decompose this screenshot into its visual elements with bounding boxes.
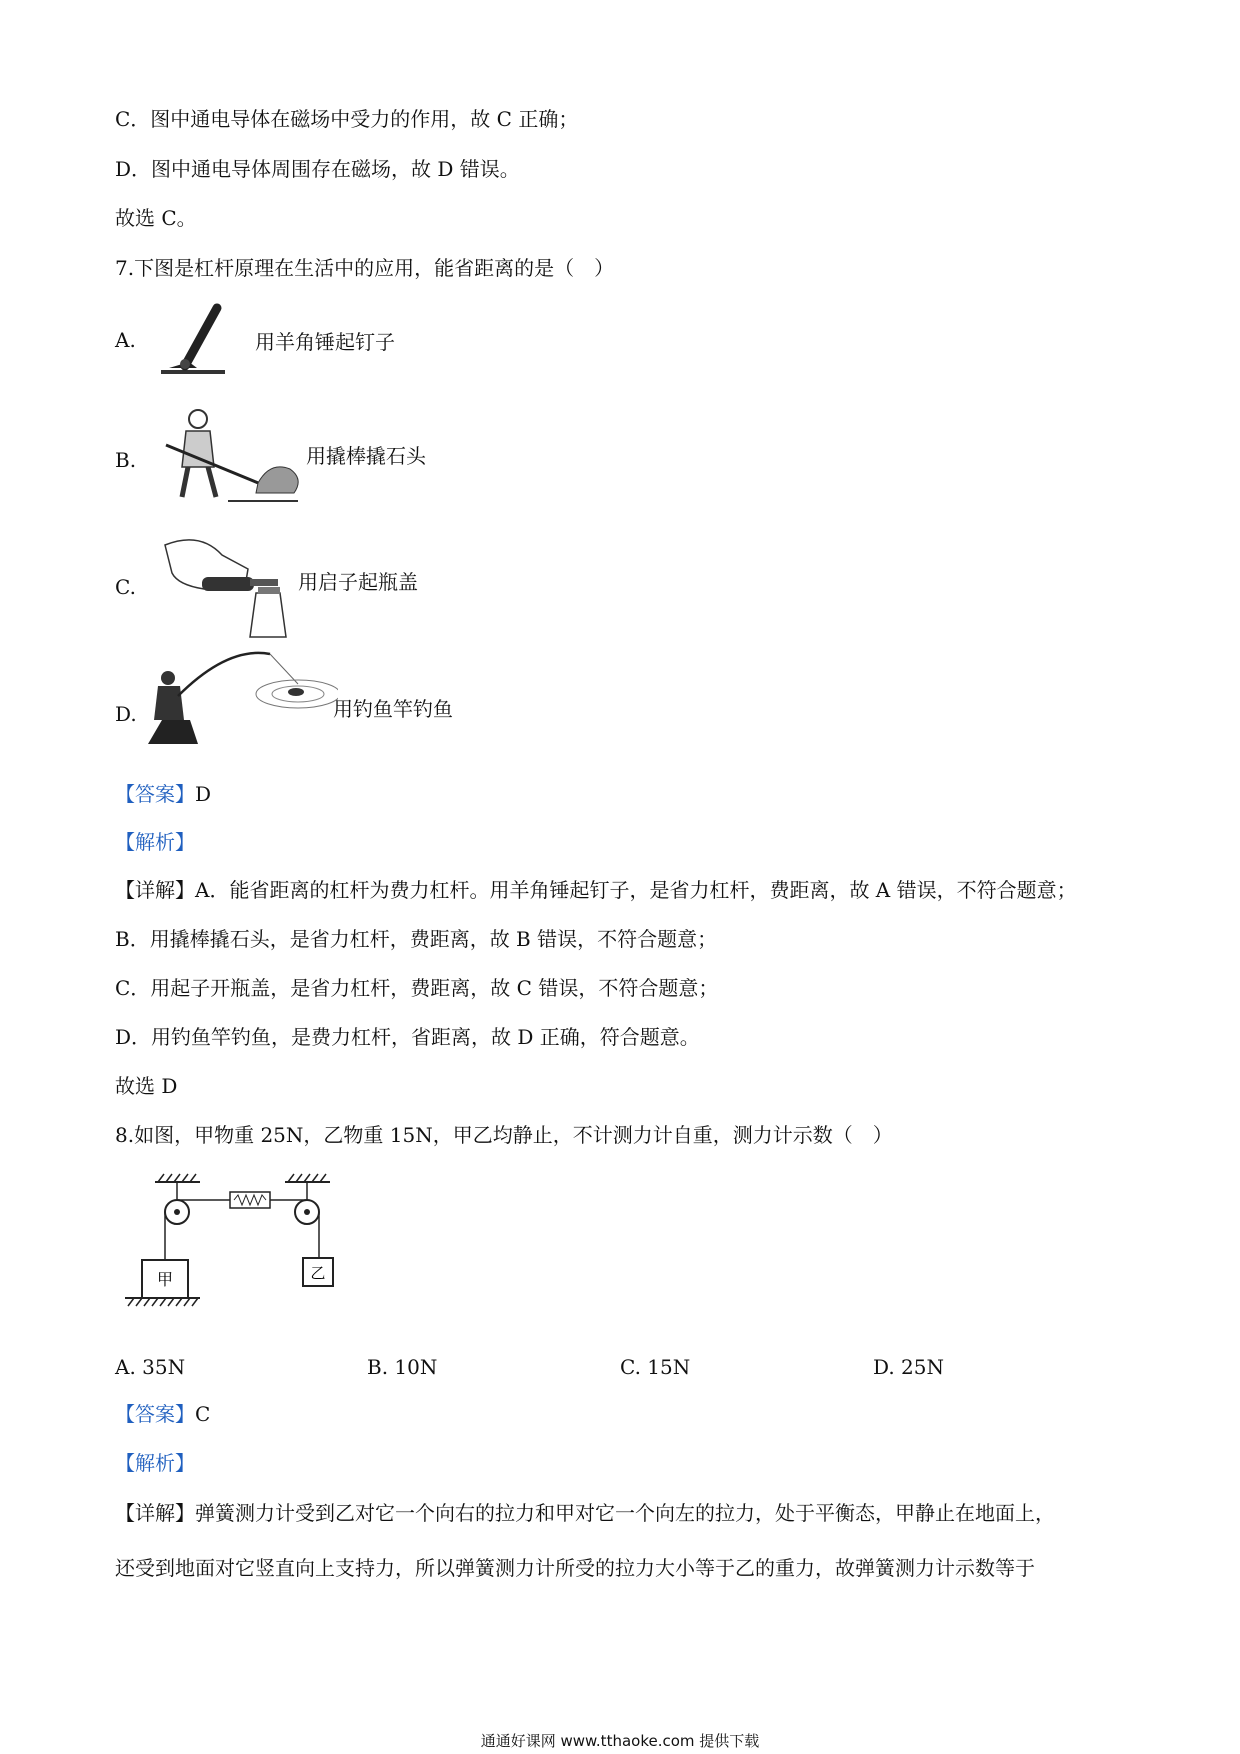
- q7-option-c-letter: C.: [115, 575, 136, 599]
- q7-conclusion: 故选 D: [115, 1074, 178, 1098]
- q7-answer-value: D: [195, 782, 212, 806]
- block-yi-label: 乙: [310, 1264, 326, 1282]
- q7-stem: 7.下图是杠杆原理在生活中的应用，能省距离的是（ ）: [115, 256, 615, 280]
- prev-line-d: D．图中通电导体周围存在磁场，故 D 错误。: [115, 157, 520, 181]
- q8-detail-line-2: 还受到地面对它竖直向上支持力，所以弹簧测力计所受的拉力大小等于乙的重力，故弹簧测力计示数等于: [115, 1556, 1035, 1580]
- q7-detail-line-3: C．用起子开瓶盖，是省力杠杆，费距离，故 C 错误，不符合题意；: [115, 976, 719, 1000]
- page-footer: 通通好课网 www.tthaoke.com 提供下载: [480, 1732, 760, 1750]
- q8-detail-text-1: 弹簧测力计受到乙对它一个向右的拉力和甲对它一个向左的拉力，处于平衡态，甲静止在地面上，: [195, 1501, 1055, 1525]
- q7-analysis-tag: 【解析】: [115, 830, 195, 854]
- block-jia-label: 甲: [156, 1270, 174, 1289]
- fishing-rod-figure: [138, 640, 338, 750]
- q7-option-a-letter: A.: [115, 328, 136, 352]
- hammer-figure: [155, 300, 235, 380]
- q8-choice-c: C. 15N: [620, 1355, 691, 1379]
- pulley-diagram: [120, 1170, 340, 1310]
- q7-detail-text-1: A．能省距离的杠杆为费力杠杆。用羊角锤起钉子，是省力杠杆，费距离，故 A 错误，不符合题意；: [195, 878, 1077, 902]
- q8-stem: 8.如图，甲物重 25N，乙物重 15N，甲乙均静止，不计测力计自重，测力计示数（ ）: [115, 1123, 893, 1147]
- q8-choice-d: D. 25N: [873, 1355, 944, 1379]
- q7-option-b-letter: B.: [115, 448, 137, 472]
- q8-answer-tag: 【答案】: [115, 1402, 195, 1426]
- q7-option-a-text: 用羊角锤起钉子: [255, 330, 395, 354]
- q8-answer-value: C: [195, 1402, 211, 1426]
- crowbar-figure: [158, 405, 303, 505]
- q7-option-b-text: 用撬棒撬石头: [306, 444, 426, 468]
- q7-detail-line-2: B．用撬棒撬石头，是省力杠杆，费距离，故 B 错误，不符合题意；: [115, 927, 718, 951]
- q8-detail-tag: 【详解】: [115, 1501, 195, 1525]
- q7-option-c-text: 用启子起瓶盖: [298, 570, 418, 594]
- q8-detail-line-1: [115, 1500, 1055, 1526]
- q7-answer: [115, 781, 211, 807]
- q7-detail-line-1: [115, 877, 1077, 903]
- q7-detail-line-4: D．用钓鱼竿钓鱼，是费力杠杆，省距离，故 D 正确，符合题意。: [115, 1025, 700, 1049]
- q8-answer: [115, 1401, 210, 1427]
- q8-choice-b: B. 10N: [367, 1355, 438, 1379]
- q7-answer-tag: 【答案】: [115, 782, 195, 806]
- q8-choice-a: A. 35N: [115, 1355, 186, 1379]
- bottle-opener-figure: [160, 535, 300, 640]
- q7-option-d-text: 用钓鱼竿钓鱼: [333, 697, 453, 721]
- prev-conclusion: 故选 C。: [115, 206, 197, 230]
- q7-detail-tag: 【详解】: [115, 878, 195, 902]
- q8-analysis-tag: 【解析】: [115, 1451, 195, 1475]
- prev-line-c: C．图中通电导体在磁场中受力的作用，故 C 正确；: [115, 107, 579, 131]
- q7-option-d-letter: D.: [115, 702, 137, 726]
